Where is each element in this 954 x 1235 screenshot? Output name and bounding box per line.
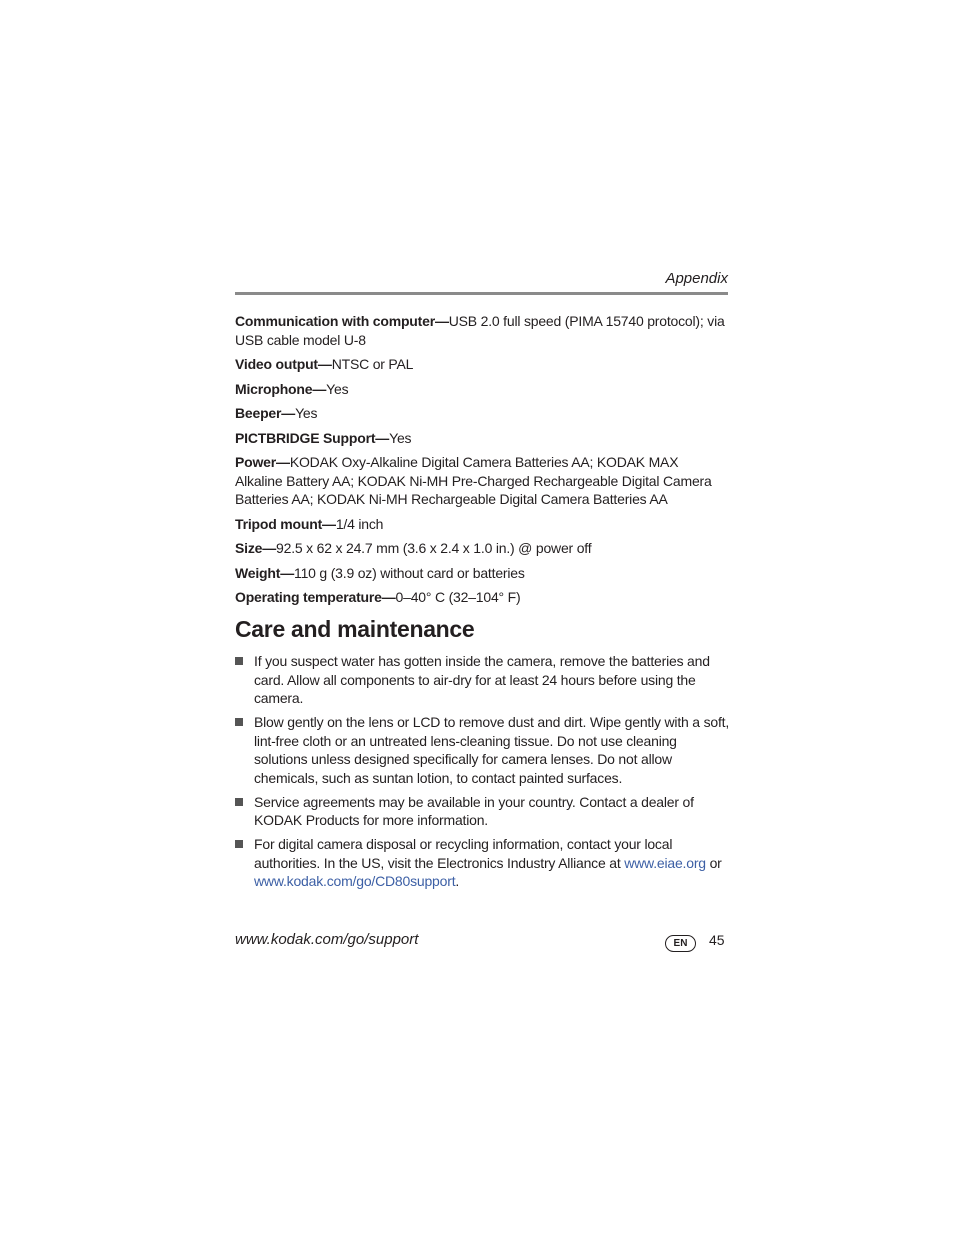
spec-label: PICTBRIDGE Support— bbox=[235, 429, 390, 446]
spec-label: Weight— bbox=[235, 564, 295, 581]
spec-value: 1/4 inch bbox=[335, 515, 384, 532]
spec-communication bbox=[235, 312, 728, 349]
spec-video-output bbox=[235, 355, 728, 374]
list-item bbox=[235, 793, 730, 830]
list-item bbox=[235, 652, 730, 708]
list-item-text: If you suspect water has gotten inside the camera, remove the batteries and card. Allow all components to air-dry for at least 24 hours before using the camera. bbox=[254, 653, 710, 706]
eiae-link[interactable]: www.eiae.org bbox=[624, 854, 706, 871]
spec-value: USB 2.0 full speed (PIMA 15740 protocol); via USB cable model U-8 bbox=[235, 313, 725, 348]
spec-value: 92.5 x 62 x 24.7 mm (3.6 x 2.4 x 1.0 in.) @ power off bbox=[276, 540, 592, 556]
spec-label: Communication with computer— bbox=[235, 313, 449, 329]
header-rule bbox=[235, 292, 728, 295]
spec-label: Video output— bbox=[235, 356, 332, 372]
spec-value: Yes bbox=[326, 380, 349, 397]
square-bullet-icon bbox=[235, 798, 243, 806]
spec-list bbox=[235, 312, 728, 613]
spec-tripod-mount bbox=[235, 515, 728, 534]
list-item-text: Blow gently on the lens or LCD to remove dust and dirt. Wipe gently with a soft, lint-free cloth or an untreated lens-cleaning tissue. Do not use cleaning solutions unless designed specifically for camera lenses. Do not allow chemicals, such as suntan lotion, to contact painted surfaces. bbox=[254, 714, 730, 786]
spec-value: Yes bbox=[295, 405, 318, 421]
spec-microphone bbox=[235, 380, 728, 399]
spec-value: 0–40° C (32–104° F) bbox=[395, 589, 521, 605]
spec-label: Operating temperature— bbox=[235, 589, 396, 605]
list-item bbox=[235, 835, 730, 891]
spec-power bbox=[235, 453, 728, 509]
section-title: Care and maintenance bbox=[235, 616, 475, 642]
spec-value: Yes bbox=[389, 429, 412, 446]
list-item bbox=[235, 713, 730, 787]
spec-label: Power— bbox=[235, 454, 290, 470]
spec-value: NTSC or PAL bbox=[331, 356, 414, 372]
list-item-text: or bbox=[705, 854, 722, 871]
care-list bbox=[235, 652, 730, 896]
spec-label: Size— bbox=[235, 540, 277, 556]
square-bullet-icon bbox=[235, 718, 243, 726]
spec-operating-temperature bbox=[235, 588, 728, 607]
spec-label: Microphone— bbox=[235, 380, 327, 397]
spec-value: KODAK Oxy-Alkaline Digital Camera Batteries AA; KODAK MAX Alkaline Battery AA; KODAK Ni-MH Pre-Charged Rechargeable Digital Camera Batteries AA; KODAK Ni-MH Rechargeable Digital Camera Batteries AA bbox=[235, 454, 712, 507]
square-bullet-icon bbox=[235, 657, 243, 665]
square-bullet-icon bbox=[235, 840, 243, 848]
spec-value: 110 g (3.9 oz) without card or batteries bbox=[294, 564, 525, 581]
spec-pictbridge bbox=[235, 429, 728, 448]
spec-beeper bbox=[235, 404, 728, 423]
footer-url: www.kodak.com/go/support bbox=[235, 931, 419, 948]
list-item-text: Service agreements may be available in your country. Contact a dealer of KODAK Products for more information. bbox=[254, 793, 694, 828]
spec-weight bbox=[235, 564, 728, 583]
list-item-text: For digital camera disposal or recycling information, contact your local authorities. In the US, visit the Electronics Industry Alliance at bbox=[254, 836, 673, 871]
language-badge: EN bbox=[665, 935, 696, 952]
spec-label: Beeper— bbox=[235, 405, 296, 421]
kodak-support-link[interactable]: www.kodak.com/go/CD80support bbox=[254, 873, 456, 889]
list-item-text: . bbox=[455, 873, 460, 889]
spec-size bbox=[235, 539, 728, 558]
page-number: 45 bbox=[709, 932, 725, 948]
running-header: Appendix bbox=[665, 270, 728, 287]
spec-label: Tripod mount— bbox=[235, 515, 336, 532]
